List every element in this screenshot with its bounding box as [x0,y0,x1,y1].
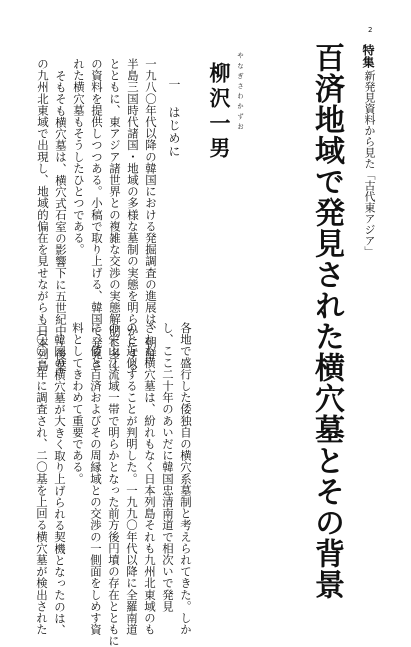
body-column: 一九八〇年代以降の韓国における発掘調査の進展は、朝鮮 [144,58,158,360]
article-title: 百済地域で発見された横穴墓とその背景 [309,42,344,600]
body-column: 二〇〇三年に調査され、二〇基を上回る横穴墓が検出された [35,322,49,636]
author-ruby: やなぎさわかずお [236,52,244,133]
body-column: された横穴墓は、紛れもなく日本列島それも九州北東域のも [143,322,157,636]
body-column: の九州北東域で出現し、地域的偏在を見せながらも日本列島 [36,58,50,372]
body-column: そもそも横穴墓は、横穴式石室の影響下に五世紀中～後葉 [54,70,68,372]
body-column: の資料を提供しつつある。小稿で取り上げる、韓国で発見さ [90,58,104,372]
body-column: 半島三国時代諸国・地域の多様な墓制の実態を明らかにする [126,58,140,372]
series-title: 新発見資料から見た「古代東アジア」 [363,70,376,257]
body-column: の栄山江流域一帯で明らかとなった前方後円墳の存在とともに [107,322,121,647]
body-column: に、倭と百済およびその周縁域との交渉の一側面をしめす資 [89,322,103,636]
body-column: 韓国の横穴墓が大きく取り上げられる契機となったのは、 [53,334,67,636]
body-column: 各地で盛行した倭独自の横穴系墓制と考えられてきた。しか [179,322,193,636]
page-number: 2 [368,26,373,34]
body-column: 料としてきわめて重要である。 [71,322,85,485]
body-column: れた横穴墓もそうしたひとつである。 [72,58,86,256]
feature-label: 特集 [361,44,375,68]
author-name: 柳沢一男 [207,62,231,162]
body-column: のと近似することが判明した。一九九〇年代以降に全羅南道 [125,322,139,636]
body-column: し、ここ二十年のあいだに韓国忠清南道で相次いで発見 [161,322,175,612]
section-heading: 一 はじめに [167,78,181,158]
body-column: とともに、東アジア諸世界との複雑な交渉の実態解明に多く [108,58,122,372]
